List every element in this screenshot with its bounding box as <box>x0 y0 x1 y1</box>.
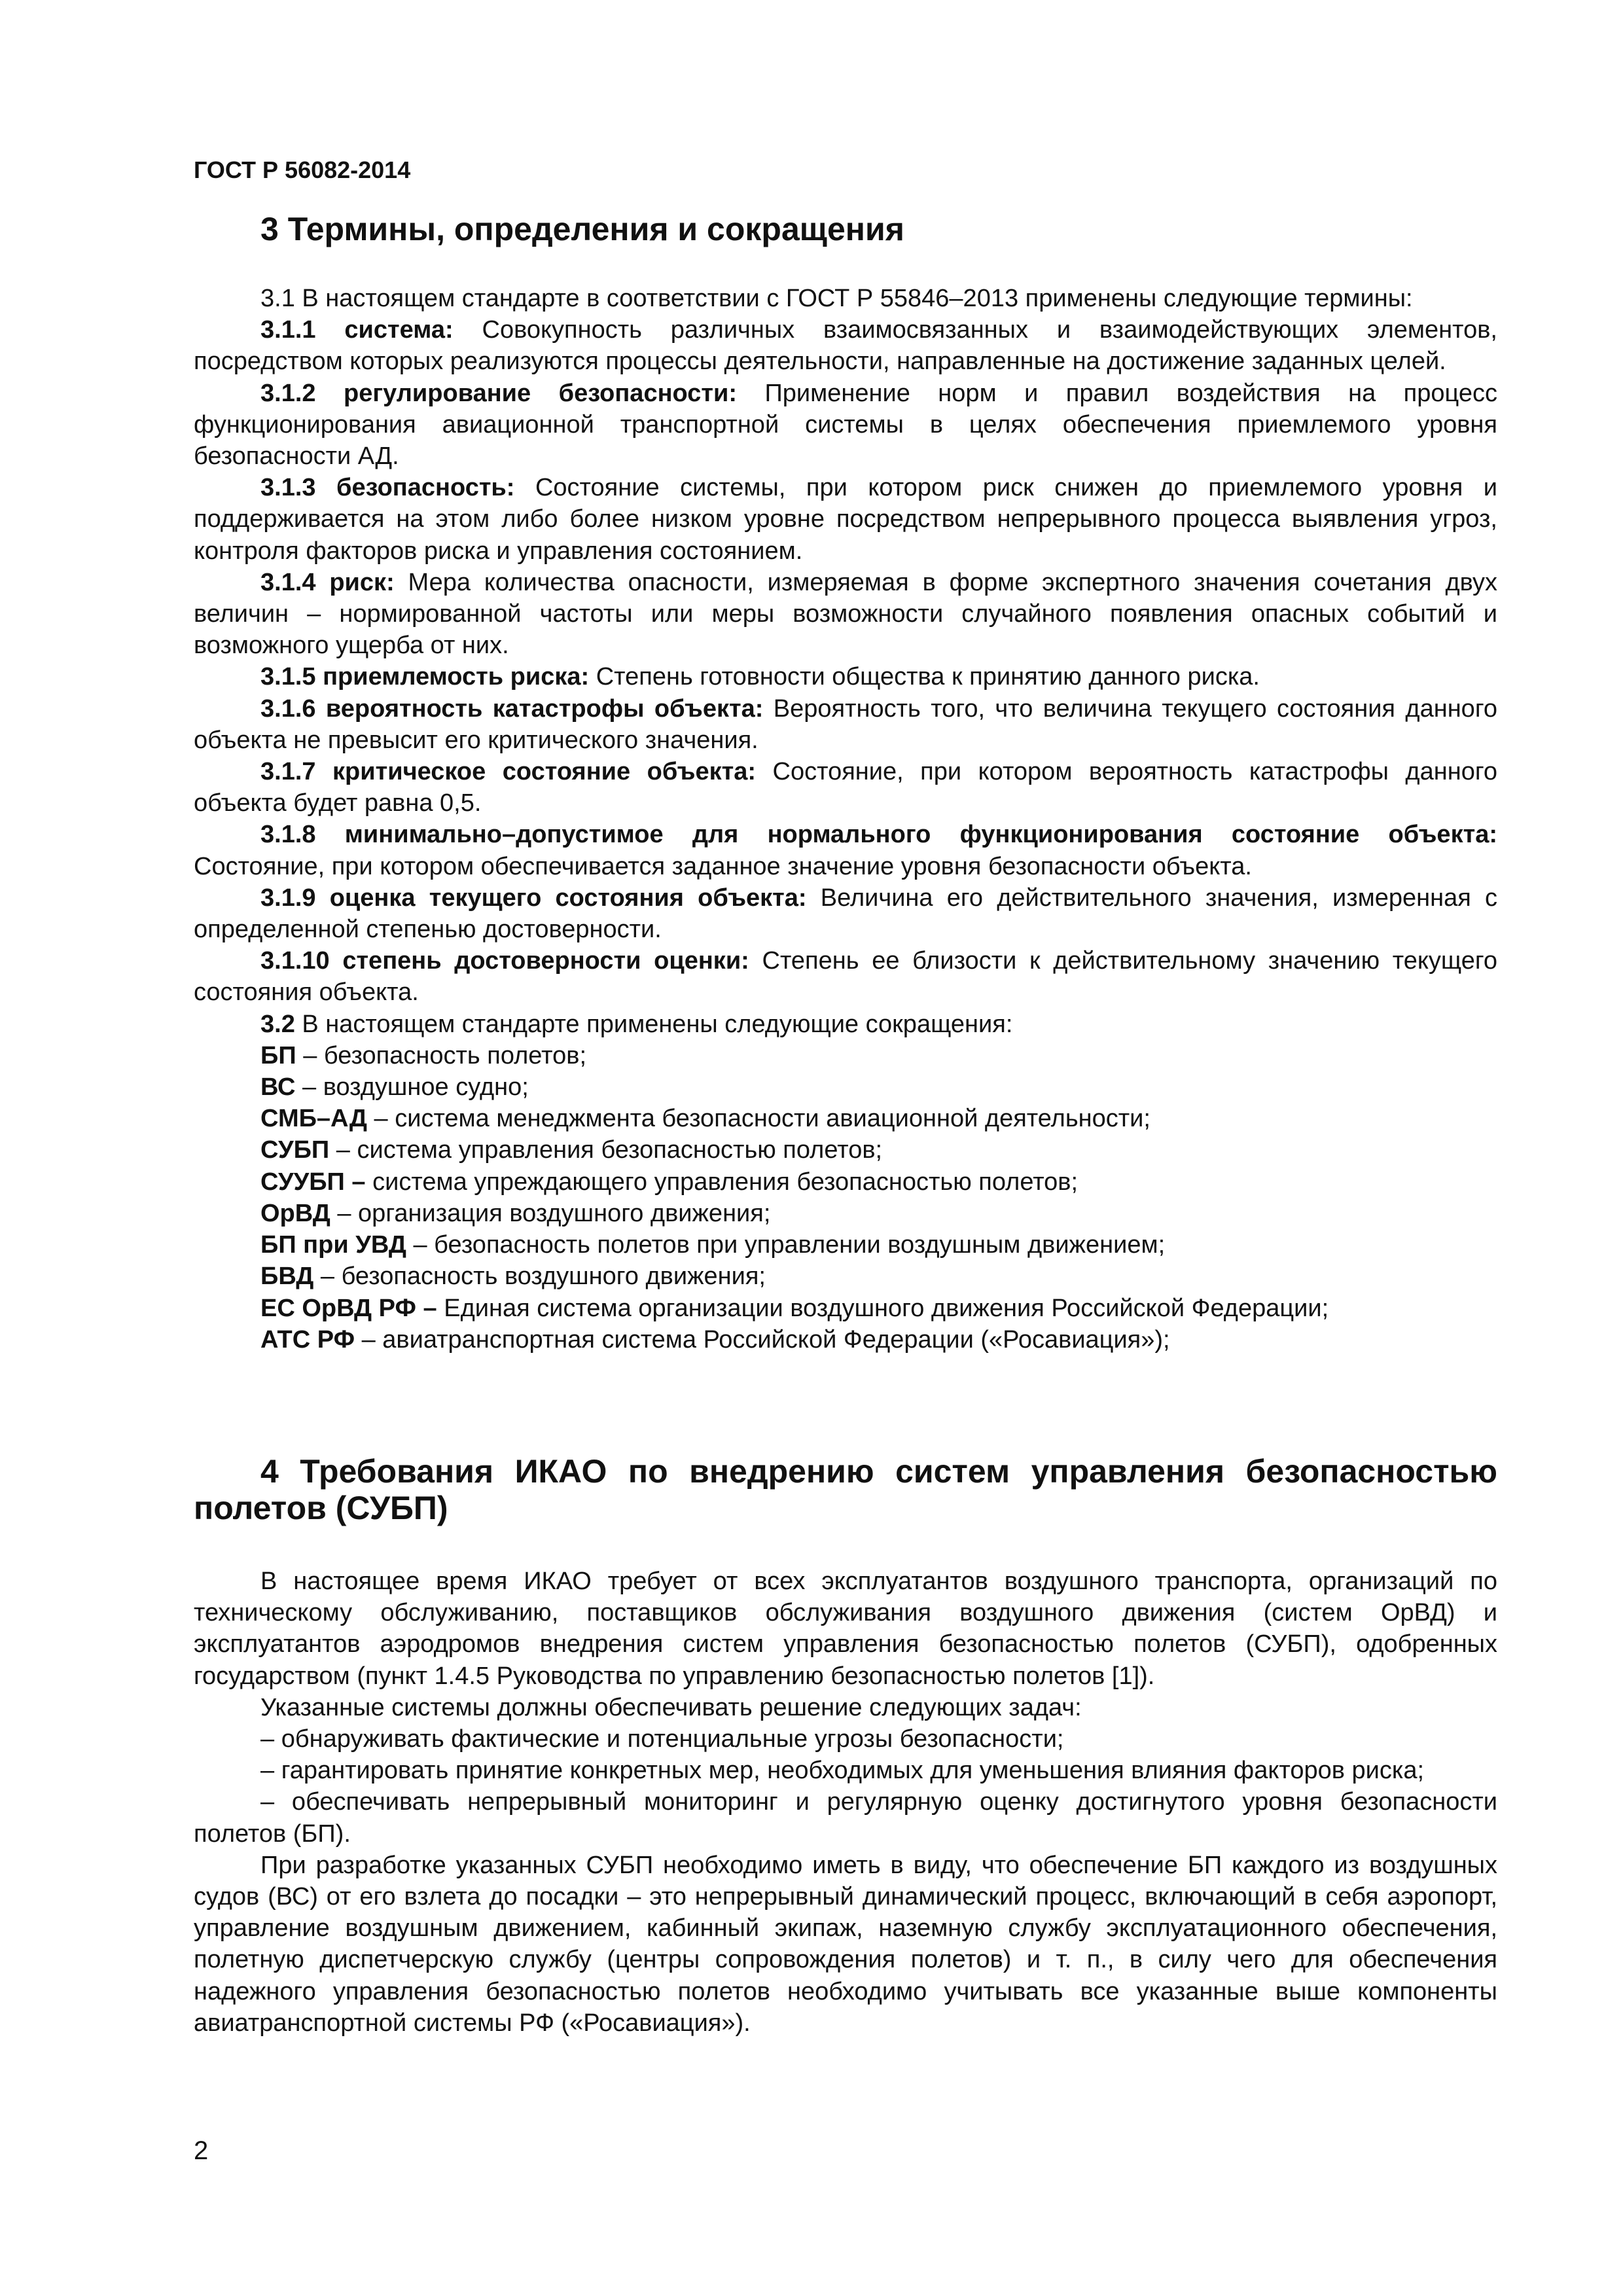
abbreviation-item: БП – безопасность полетов; <box>260 1041 587 1069</box>
term-definition: 3.1.7 критическое состояние объекта: Состояние, при котором вероятность катастрофы данного объекта будет равна 0,5. <box>194 758 1498 817</box>
abbreviations-intro: 3.2 В настоящем стандарте применены следующие сокращения: <box>260 1010 1013 1038</box>
term-definition: 3.1.1 система: Совокупность различных взаимосвязанных и взаимодействующих элементов, посредством которых реализуются процессы деятельности, направленные на достижение заданных целей. <box>194 316 1497 376</box>
abbreviation-item: БП при УВД – безопасность полетов при управлении воздушным движением; <box>260 1231 1166 1259</box>
term-definition: 3.1.10 степень достоверности оценки: Степень ее близости к действительному значению текущего состояния объекта. <box>194 947 1498 1007</box>
term-definition: 3.1.9 оценка текущего состояния объекта: Величина его действительного значения, измеренная с определенной степенью достоверности. <box>194 884 1498 944</box>
list-item: – гарантировать принятие конкретных мер, необходимых для уменьшения влияния факторов риска; <box>260 1757 1425 1785</box>
abbreviation-item: ОрВД – организация воздушного движения; <box>260 1199 771 1227</box>
paragraph: В настоящее время ИКАО требует от всех эксплуатантов воздушного транспорта, организаций по техническому обслуживанию, поставщиков обслуживания воздушного движения (систем ОрВД) и эксплуатантов аэродромов внедрения систем управления безопасностью полетов (СУБП), одобренных государством (пункт 1.4.5 Руководства по управлению безопасностью полетов [1]). <box>194 1568 1497 1690</box>
term-definition: 3.1.2 регулирование безопасности: Применение норм и правил воздействия на процесс функционирования авиационной транспортной системы в целях обеспечения приемлемого уровня безопасности АД. <box>194 379 1498 471</box>
term-definition: 3.1.4 риск: Мера количества опасности, измеряемая в форме экспертного значения сочетания двух величин – нормированной частоты или меры возможности случайного появления опасных событий и возможного ущерба от них. <box>194 568 1497 660</box>
list-item: – обеспечивать непрерывный мониторинг и регулярную оценку достигнутого уровня безопасности полетов (БП). <box>194 1788 1497 1848</box>
term-definition: 3.1.8 минимально–допустимое для нормального функционирования состояние объекта: Состояние, при котором обеспечивается заданное значение уровня безопасности объекта. <box>194 821 1497 880</box>
abbreviation-item: СУУБП – система упреждающего управления безопасностью полетов; <box>260 1168 1079 1196</box>
abbreviation-item: БВД – безопасность воздушного движения; <box>260 1263 766 1291</box>
abbreviation-item: СМБ–АД – система менеджмента безопасности авиационной деятельности; <box>260 1105 1150 1133</box>
paragraph: При разработке указанных СУБП необходимо иметь в виду, что обеспечение БП каждого из воздушных судов (ВС) от его взлета до посадки – это непрерывный динамический процесс, включающий в себя аэропорт, управление воздушным движением, кабинный экипаж, наземную службу эксплуатационного обеспечения, полетную диспетчерскую службу (центры сопровождения полетов) и т. п., в силу чего для обеспечения надежного управления безопасностью полетов необходимо учитывать все указанные выше компоненты авиатранспортной системы РФ («Росавиация»). <box>194 1851 1497 2037</box>
paragraph: Указанные системы должны обеспечивать решение следующих задач: <box>260 1693 1082 1721</box>
section-3-title: 3 Термины, определения и сокращения <box>260 211 904 247</box>
section-3 <box>194 211 1497 1355</box>
abbreviation-item: СУБП – система управления безопасностью полетов; <box>260 1136 883 1164</box>
list-item: – обнаруживать фактические и потенциальные угрозы безопасности; <box>260 1725 1064 1753</box>
standard-code-header: ГОСТ Р 56082-2014 <box>194 156 411 183</box>
section-4 <box>194 1453 1497 2039</box>
abbreviation-item: ЕС ОрВД РФ – Единая система организации воздушного движения Российской Федерации; <box>260 1294 1329 1322</box>
page-number: 2 <box>194 2136 209 2165</box>
terms-intro: 3.1 В настоящем стандарте в соответствии с ГОСТ Р 55846–2013 применены следующие термины: <box>260 285 1413 312</box>
section-4-title: 4 Требования ИКАО по внедрению систем управления безопасностью полетов (СУБП) <box>194 1453 1497 1526</box>
term-definition: 3.1.5 приемлемость риска: Степень готовности общества к принятию данного риска. <box>260 663 1260 691</box>
term-definition: 3.1.6 вероятность катастрофы объекта: Вероятность того, что величина текущего состояния данного объекта не превысит его критического значения. <box>194 694 1497 754</box>
abbreviation-item: ВС – воздушное судно; <box>260 1073 529 1102</box>
term-definition: 3.1.3 безопасность: Состояние системы, при котором риск снижен до приемлемого уровня и поддерживается на этом либо более низком уровне посредством непрерывного процесса выявления угроз, контроля факторов риска и управления состоянием. <box>194 474 1498 565</box>
abbreviation-item: АТС РФ – авиатранспортная система Российской Федерации («Росавиация»); <box>260 1325 1170 1354</box>
